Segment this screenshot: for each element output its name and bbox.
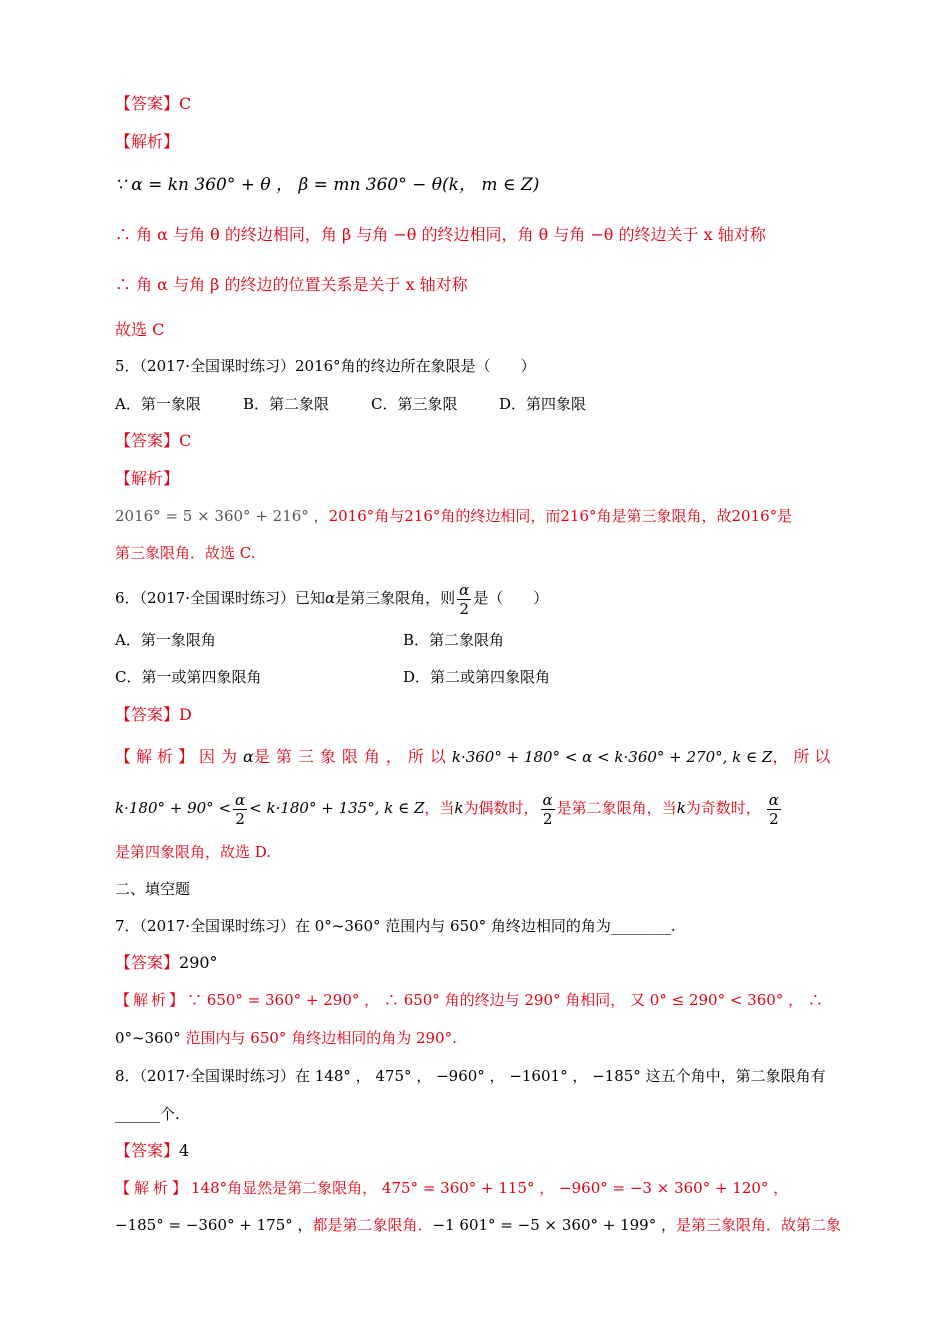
q5-analysis-formula: 2016° = 5 × 360° + 216° ， bbox=[115, 507, 329, 525]
analysis-tag: 【解析】 bbox=[115, 991, 188, 1009]
q6-options-row1 bbox=[115, 628, 838, 652]
q6-analysis-text-2d: 为奇数时， bbox=[685, 799, 761, 817]
q6-option-c: C．第一或第四象限角 bbox=[115, 668, 262, 686]
q6-analysis-text-2b: 为偶数时， bbox=[463, 799, 539, 817]
answer-value: C bbox=[179, 431, 192, 450]
q8-analysis-1 bbox=[115, 1176, 838, 1200]
q5-analysis-tag-line bbox=[115, 467, 838, 491]
q6-stem bbox=[115, 580, 838, 618]
answer-value: D bbox=[179, 705, 192, 724]
q8-stem-2: ______个. bbox=[115, 1105, 180, 1123]
q6-analysis-math-2a: k·180° + 90° < bbox=[115, 799, 232, 817]
q6-analysis-text-2a: ，当 bbox=[424, 799, 455, 817]
q6-option-d: D．第二或第四象限角 bbox=[403, 668, 551, 686]
q5-analysis-1 bbox=[115, 504, 838, 528]
answer-value: 290° bbox=[179, 953, 218, 972]
q8-stem-1: 8．（2017·全国课时练习）在 148° ， 475° ， −960° ， −1601° ， −185° 这五个角中，第二象限角有 bbox=[115, 1067, 826, 1085]
q5-stem: 5．（2017·全国课时练习）2016°角的终边所在象限是（ ） bbox=[115, 357, 536, 375]
q8-analysis-math-a: −185° = −360° + 175° ， bbox=[115, 1216, 313, 1234]
q6-analysis-2 bbox=[115, 787, 838, 829]
q5-option-d: D．第四象限 bbox=[499, 395, 587, 413]
q4-conclusion: 故选 C bbox=[115, 320, 165, 339]
q8-analysis-text-a: 都是第二象限角． bbox=[312, 1216, 433, 1234]
q6-fraction-den: 2 bbox=[459, 599, 469, 618]
answer-value: 4 bbox=[179, 1141, 190, 1160]
q6-stem-pre: 6．（2017·全国课时练习）已知 bbox=[115, 589, 325, 607]
q4-reason-2: ∴ 角 α 与角 β 的终边的位置关系是关于 x 轴对称 bbox=[115, 275, 468, 294]
q8-analysis-text-b: 是第三象限角．故第二象 bbox=[676, 1216, 842, 1234]
q7-analysis-1 bbox=[115, 988, 838, 1012]
q5-option-c: C．第三象限 bbox=[371, 395, 458, 413]
q5-option-a: A．第一象限 bbox=[115, 395, 201, 413]
frac-den: 2 bbox=[235, 809, 245, 828]
q4-formula: ∵ α = kn 360° + θ ， β = mn 360° − θ(k， m ∈ Z) bbox=[115, 175, 540, 195]
q6-fraction-num: α bbox=[459, 580, 470, 599]
answer-tag: 【答案】 bbox=[115, 953, 180, 972]
answer-tag: 【答案】 bbox=[115, 94, 180, 113]
q5-analysis-2: 第三象限角．故选 C. bbox=[115, 544, 256, 562]
q6-analysis-math-2b: < k·180° + 135°, k ∈ Z bbox=[249, 799, 425, 817]
frac-den: 2 bbox=[769, 809, 779, 828]
frac-num: α bbox=[542, 790, 553, 809]
answer-tag: 【答案】 bbox=[115, 705, 180, 724]
q6-analysis-frac-3 bbox=[767, 791, 781, 828]
q7-analysis-text-1: ∵ 650° = 360° + 290° ， ∴ 650° 角的终边与 290° 角相同， 又 0° ≤ 290° < 360° ， ∴ bbox=[187, 991, 823, 1009]
frac-den: 2 bbox=[542, 809, 553, 828]
q7-stem: 7．（2017·全国课时练习）在 0°~360° 范围内与 650° 角终边相同的角为________. bbox=[115, 917, 676, 935]
q6-fraction bbox=[457, 581, 471, 618]
q5-option-b: B．第二象限 bbox=[243, 395, 330, 413]
q7-answer-line bbox=[115, 951, 838, 975]
q4-reason-1: ∴ 角 α 与角 θ 的终边相同，角 β 与角 −θ 的终边相同，角 θ 与角 −θ 的终边关于 x 轴对称 bbox=[115, 225, 766, 244]
q6-analysis-alpha: α bbox=[243, 747, 254, 766]
q6-stem-post: 是（ ） bbox=[473, 589, 549, 607]
analysis-tag: 【解析】 bbox=[115, 747, 200, 766]
q6-option-b: B．第二象限角 bbox=[403, 631, 505, 649]
q6-analysis-frac-1 bbox=[233, 791, 247, 828]
q6-analysis-k1: k bbox=[454, 799, 464, 817]
q6-analysis-k2: k bbox=[676, 799, 686, 817]
q6-analysis-3: 是第四象限角，故选 D. bbox=[115, 843, 272, 861]
q4-answer-line bbox=[115, 92, 838, 116]
q6-analysis-frac-2 bbox=[541, 791, 555, 828]
analysis-tag: 【解析】 bbox=[115, 132, 180, 151]
q6-stem-alpha: α bbox=[325, 589, 336, 607]
answer-tag: 【答案】 bbox=[115, 431, 180, 450]
q6-answer-line bbox=[115, 703, 838, 727]
q5-answer-line bbox=[115, 429, 838, 453]
q4-analysis-tag-line bbox=[115, 130, 838, 154]
frac-num: α bbox=[235, 790, 246, 809]
frac-num: α bbox=[768, 790, 779, 809]
answer-tag: 【答案】 bbox=[115, 1141, 180, 1160]
q6-analysis-text-b: 是第三象限角，所以 bbox=[253, 747, 452, 766]
q6-analysis-text-a: 因为 bbox=[199, 747, 244, 766]
q7-analysis-text-2: 范围内与 650° 角终边相同的角为 290°. bbox=[185, 1029, 457, 1047]
q6-analysis-text-c: ，所以 bbox=[772, 747, 836, 766]
q8-analysis-math-b: −1 601° = −5 × 360° + 199° ， bbox=[432, 1216, 676, 1234]
section-title: 二、填空题 bbox=[115, 880, 191, 898]
q5-options bbox=[115, 392, 838, 416]
q6-analysis-text-2c: 是第二象限角，当 bbox=[556, 799, 677, 817]
q6-analysis-1 bbox=[115, 745, 838, 769]
q8-analysis-2 bbox=[115, 1213, 842, 1237]
q6-stem-mid: 是第三象限角，则 bbox=[335, 589, 456, 607]
q7-analysis-2 bbox=[115, 1026, 838, 1050]
answer-value: C bbox=[179, 94, 192, 113]
analysis-tag: 【解析】 bbox=[115, 469, 180, 488]
q8-answer-line bbox=[115, 1139, 838, 1163]
q6-options-row2 bbox=[115, 665, 838, 689]
q5-analysis-text: 2016°角与216°角的终边相同，而216°角是第三象限角，故2016°是 bbox=[328, 507, 793, 525]
q6-analysis-math-1: k·360° + 180° < α < k·360° + 270°, k ∈ Z bbox=[451, 748, 773, 766]
analysis-tag: 【解析】 bbox=[115, 1179, 192, 1197]
q6-option-a: A．第一象限角 bbox=[115, 631, 216, 649]
q7-analysis-math: 0°~360° bbox=[115, 1029, 181, 1047]
q8-analysis-text-1: 148°角显然是第二象限角， 475° = 360° + 115° ， −960° = −3 × 360° + 120° ， bbox=[191, 1179, 789, 1197]
